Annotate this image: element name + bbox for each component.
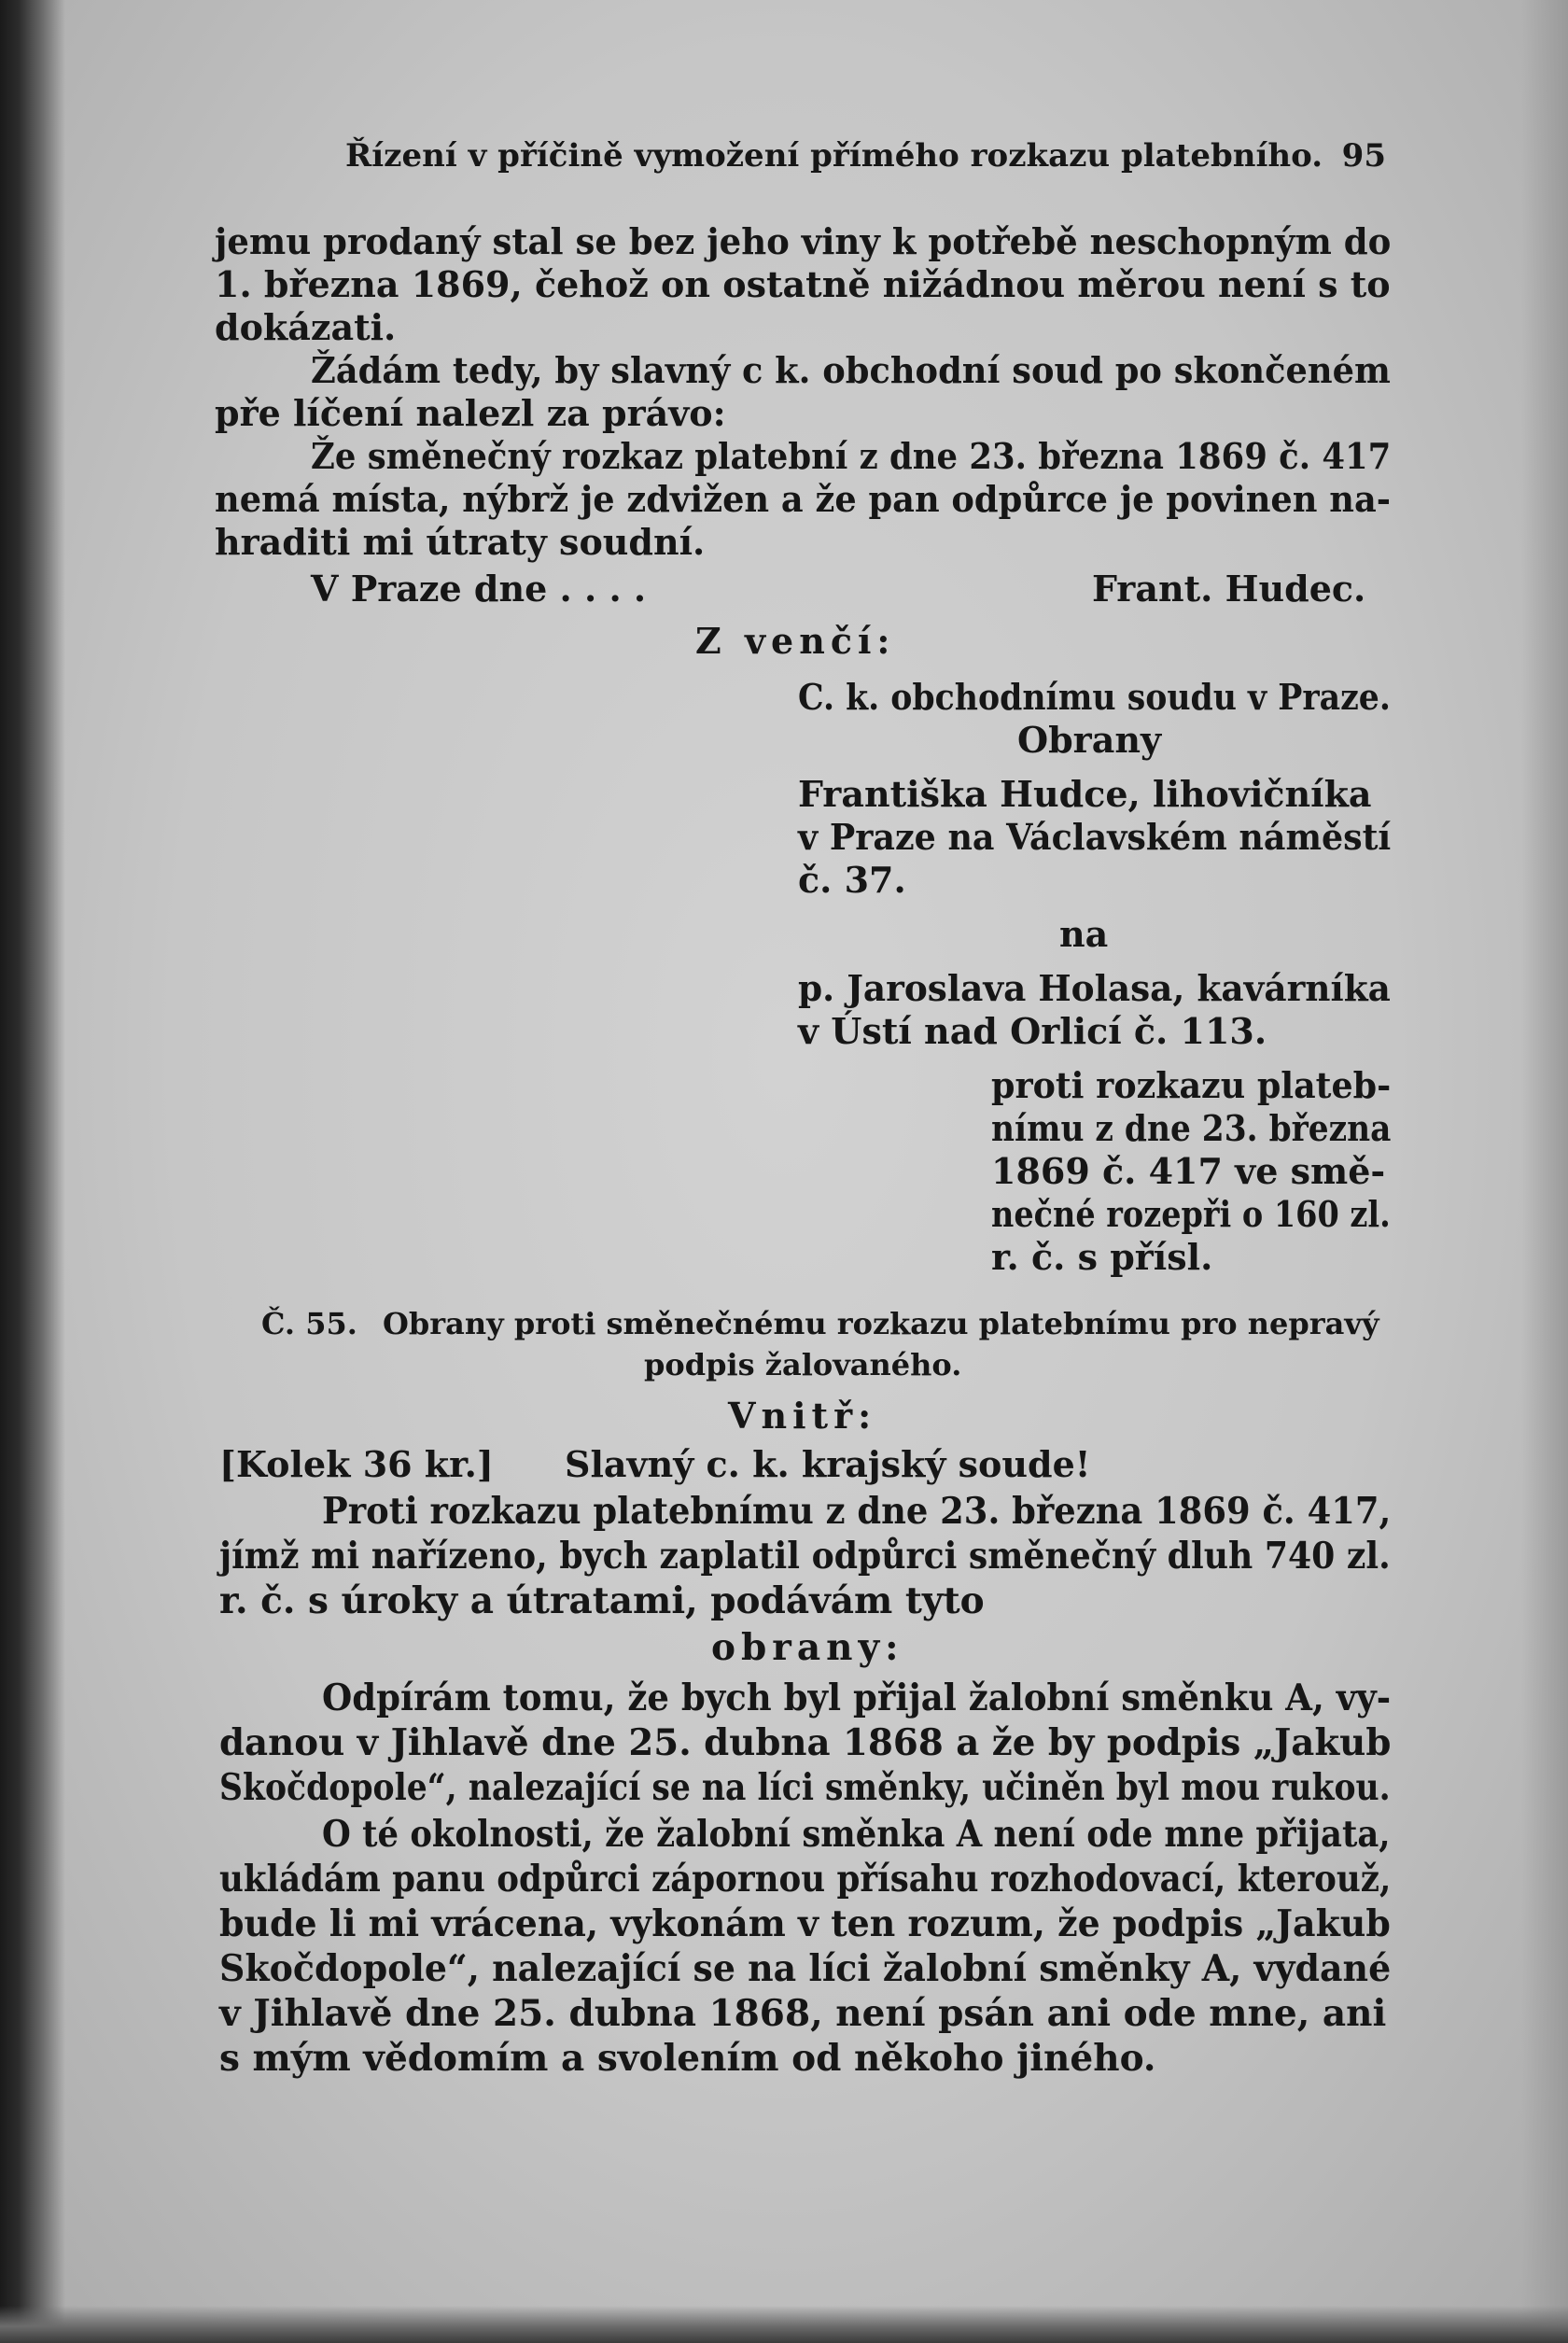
text-line: Žádám tedy, by slavný c k. obchodní soud po skončeném bbox=[311, 349, 1391, 391]
place-date: V Praze dne . . . . bbox=[311, 568, 647, 610]
party-line: p. Jaroslava Holasa, kavárníka bbox=[798, 967, 1391, 1009]
salutation: Slavný c. k. krajský soude! bbox=[565, 1443, 1091, 1485]
obrany-heading: obrany: bbox=[711, 1626, 904, 1669]
scan-shadow-right bbox=[1521, 0, 1568, 2343]
text-line: nemá místa, nýbrž je zdvižen a že pan odpůrce je povinen na- bbox=[215, 478, 1391, 520]
text-line: pře líčení nalezl za právo: bbox=[215, 392, 726, 434]
text-line: dokázati. bbox=[215, 306, 397, 348]
page-number: 95 bbox=[1341, 137, 1386, 175]
text-line: s mým vědomím a svolením od někoho jiného. bbox=[219, 2037, 1156, 2080]
signature: Frant. Hudec. bbox=[1092, 568, 1366, 610]
exterior-heading: Z venčí: bbox=[695, 620, 896, 662]
subject-line: proti rozkazu plateb- bbox=[991, 1064, 1392, 1106]
against-word: na bbox=[1059, 913, 1109, 955]
text-line: jemu prodaný stal se bez jeho viny k potřebě neschopným do bbox=[215, 220, 1392, 262]
text-line: Skočdopole“, nalezající se na líci směnky, učiněn byl mou rukou. bbox=[219, 1766, 1391, 1809]
section-title: Obrany proti směnečnému rozkazu platebnímu pro nepravý bbox=[383, 1306, 1379, 1341]
subject-line: nečné rozepři o 160 zl. bbox=[991, 1193, 1391, 1235]
text-line: bude li mi vrácena, vykonám v ten rozum, že podpis „Jakub bbox=[219, 1902, 1391, 1945]
party-line: č. 37. bbox=[798, 859, 906, 901]
interior-heading: Vnitř: bbox=[728, 1395, 877, 1437]
text-line: O té okolnosti, že žalobní směnka A není ode mne přijata, bbox=[322, 1813, 1391, 1856]
party-line: v Ústí nad Orlicí č. 113. bbox=[798, 1010, 1267, 1052]
subject-line: r. č. s přísl. bbox=[991, 1236, 1213, 1278]
party-line: v Praze na Václavském náměstí bbox=[798, 816, 1392, 858]
text-line: 1. března 1869, čehož on ostatně nižádnou měrou není s to bbox=[215, 263, 1391, 305]
text-line: v Jihlavě dne 25. dubna 1868, není psán ani ode mne, ani bbox=[219, 1992, 1387, 2035]
text-line: r. č. s úroky a útratami, podávám tyto bbox=[219, 1579, 985, 1622]
running-head: Řízení v příčině vymožení přímého rozkazu platebního. bbox=[345, 137, 1323, 175]
document-title: Obrany bbox=[1017, 719, 1162, 761]
stamp-note: [Kolek 36 kr.] bbox=[219, 1443, 494, 1485]
scan-shadow-left bbox=[0, 0, 65, 2343]
text-line: jímž mi nařízeno, bych zaplatil odpůrci směnečný dluh 740 zl. bbox=[219, 1535, 1391, 1578]
scan-shadow-bottom bbox=[0, 2306, 1568, 2343]
text-line: Odpírám tomu, že bych byl přijal žalobní směnku A, vy- bbox=[322, 1677, 1392, 1719]
text-line: hraditi mi útraty soudní. bbox=[215, 521, 706, 563]
text-line: danou v Jihlavě dne 25. dubna 1868 a že by podpis „Jakub bbox=[219, 1721, 1392, 1764]
text-line: Že směnečný rozkaz platební z dne 23. března 1869 č. 417 bbox=[311, 435, 1392, 477]
court-address: C. k. obchodnímu soudu v Praze. bbox=[798, 676, 1391, 718]
text-line: Skočdopole“, nalezající se na líci žalobní směnky A, vydané bbox=[219, 1947, 1392, 1990]
text-line: Proti rozkazu platebnímu z dne 23. března 1869 č. 417, bbox=[322, 1490, 1392, 1533]
party-line: Františka Hudce, lihovičníka bbox=[798, 773, 1372, 815]
subject-line: nímu z dne 23. března bbox=[991, 1107, 1392, 1149]
subject-line: 1869 č. 417 ve smě- bbox=[991, 1150, 1386, 1192]
section-title: podpis žalovaného. bbox=[644, 1347, 962, 1382]
text-line: ukládám panu odpůrci zápornou přísahu rozhodovací, kterouž, bbox=[219, 1858, 1392, 1901]
section-number: Č. 55. bbox=[261, 1306, 357, 1341]
